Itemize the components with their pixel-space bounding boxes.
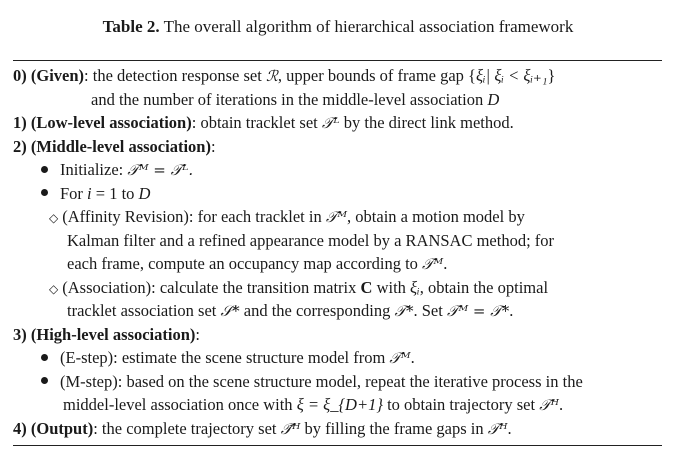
step-4-line: 4) (Output): the complete trajectory set 𝒯̃ᴴ by filling the frame gaps in 𝒯ᴴ. bbox=[13, 418, 512, 438]
step-1-line: 1) (Low-level association): obtain tracklet set 𝒯ᴸ by the direct link method. bbox=[13, 113, 514, 132]
step-0-line-2: and the number of iterations in the middle-level association D bbox=[91, 89, 500, 109]
m-step-line-2: middel-level association once with ξ = ξ_{D+1} to obtain trajectory set 𝒯ᴴ. bbox=[63, 395, 564, 414]
step-2-heading: 2) (Middle-level association): bbox=[13, 136, 216, 156]
step-2-initialize: Initialize: 𝒯ᴹ = 𝒯ᴸ. bbox=[13, 158, 663, 182]
step-0-line-1: 0) (Given): the detection response set ℛ, upper bounds of frame gap {ξᵢ| ξᵢ < ξᵢ₊₁} bbox=[13, 66, 556, 85]
step-3-label: 3) (High-level association) bbox=[13, 324, 196, 344]
diamond-bullet-icon: ◇ bbox=[49, 211, 59, 225]
bottom-rule bbox=[13, 445, 662, 446]
step-1-label: 1) (Low-level association) bbox=[13, 113, 192, 132]
affinity-revision-line-3: each frame, compute an occupancy map according to 𝒯ᴹ. bbox=[67, 254, 448, 273]
step-4-label: 4) (Output) bbox=[13, 418, 94, 438]
iterations-symbol: D bbox=[487, 89, 500, 109]
table-label: Table 2. bbox=[102, 17, 160, 36]
step-2-label: 2) (Middle-level association) bbox=[13, 136, 211, 156]
affinity-revision-line-1: ◇ (Affinity Revision): for each tracklet in 𝒯ᴹ, obtain a motion model by bbox=[13, 205, 663, 229]
association-line-2: tracklet association set 𝒮* and the corresponding 𝒯*. Set 𝒯ᴹ = 𝒯*. bbox=[67, 301, 514, 320]
bullet-icon bbox=[41, 166, 48, 173]
e-step-line: (E-step): estimate the scene structure model from 𝒯ᴹ. bbox=[13, 346, 663, 370]
bullet-icon bbox=[41, 189, 48, 196]
step-0-label: 0) (Given) bbox=[13, 66, 85, 85]
step-3-heading: 3) (High-level association): bbox=[13, 324, 200, 344]
top-rule bbox=[13, 60, 662, 61]
bullet-icon bbox=[41, 354, 48, 361]
diamond-bullet-icon: ◇ bbox=[49, 281, 59, 296]
frame-gap-expr: ξᵢ| ξᵢ < ξᵢ₊₁ bbox=[475, 66, 548, 85]
table-caption bbox=[0, 16, 676, 38]
m-step-line-1: (M-step): based on the scene structure model, repeat the iterative process in the bbox=[13, 370, 663, 394]
algorithm-body bbox=[13, 64, 663, 440]
affinity-revision-line-2: Kalman filter and a refined appearance model by a RANSAC method; for bbox=[67, 230, 555, 250]
association-line-1: ◇ (Association): calculate the transition matrix C with ξᵢ, obtain the optimal bbox=[13, 276, 663, 300]
detection-set-symbol: ℛ bbox=[265, 67, 278, 85]
table-title: The overall algorithm of hierarchical association framework bbox=[159, 17, 574, 36]
step-2-for-loop: For i = 1 to D bbox=[13, 182, 663, 206]
bullet-icon bbox=[41, 377, 48, 384]
